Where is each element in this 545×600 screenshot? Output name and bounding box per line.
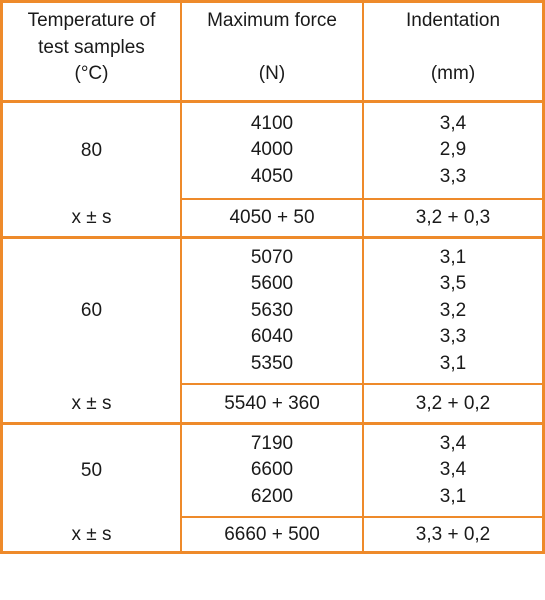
indentation-value: 3,4 (439, 112, 467, 134)
summary-indentation-cell (364, 385, 542, 422)
temperature-cell (3, 239, 180, 383)
temperature-value: 50 (80, 459, 103, 481)
summary-label-cell (3, 385, 180, 422)
table-border-bottom (0, 551, 545, 554)
summary-label-cell (3, 200, 180, 236)
summary-indentation: 3,2 + 0,3 (415, 207, 491, 228)
force-value: 5600 (250, 273, 294, 295)
summary-indentation: 3,2 + 0,2 (415, 392, 491, 414)
force-values-cell (182, 425, 362, 516)
temperature-cell (3, 425, 180, 516)
force-value: 4000 (250, 139, 294, 161)
temperature-value: 80 (80, 139, 103, 161)
indentation-value: 3,3 (439, 326, 467, 348)
header-temperature-line-3: (°C) (74, 63, 109, 84)
force-value: 6200 (250, 485, 294, 507)
header-indentation-unit: (mm) (430, 63, 476, 84)
header-temperature-line-1: Temperature of (27, 10, 156, 31)
indentation-value: 2,9 (439, 139, 467, 161)
force-value: 6600 (250, 459, 294, 481)
summary-force: 6660 + 500 (224, 523, 320, 545)
force-value: 4050 (250, 165, 294, 187)
force-value: 7190 (250, 432, 294, 454)
indentation-values-cell (364, 425, 542, 516)
summary-label-cell (3, 518, 180, 551)
summary-indentation: 3,3 + 0,2 (415, 523, 491, 545)
indentation-values-cell (364, 239, 542, 383)
force-value: 5350 (250, 352, 294, 374)
header-force-unit: (N) (258, 63, 286, 84)
indentation-value: 3,1 (439, 485, 467, 507)
indentation-value: 3,1 (439, 352, 467, 374)
indentation-value: 3,3 (439, 165, 467, 187)
header-indentation (364, 3, 542, 100)
summary-force-cell (182, 518, 362, 551)
force-value: 4100 (250, 112, 294, 134)
header-force-line-1: Maximum force (207, 10, 337, 31)
force-value: 6040 (250, 326, 294, 348)
force-values-cell (182, 239, 362, 383)
indentation-value: 3,4 (439, 432, 467, 454)
header-maximum-force (182, 3, 362, 100)
header-temperature (3, 3, 180, 100)
indentation-value: 3,5 (439, 273, 467, 295)
indentation-value: 3,4 (439, 459, 467, 481)
force-value: 5070 (250, 246, 294, 268)
header-indentation-line-1: Indentation (405, 10, 501, 31)
summary-force: 5540 + 360 (224, 392, 320, 414)
force-value: 5630 (250, 299, 294, 321)
indentation-value: 3,1 (439, 246, 467, 268)
temperature-cell (3, 103, 180, 198)
summary-label: x ± s (71, 207, 112, 228)
temperature-value: 60 (80, 300, 103, 321)
summary-label: x ± s (71, 392, 112, 414)
summary-force: 4050 + 50 (229, 207, 315, 228)
indentation-values-cell (364, 103, 542, 198)
summary-force-cell (182, 385, 362, 422)
summary-force-cell (182, 200, 362, 236)
header-temperature-line-2: test samples (38, 36, 145, 58)
summary-label: x ± s (71, 523, 112, 545)
indentation-value: 3,2 (439, 299, 467, 321)
summary-indentation-cell (364, 200, 542, 236)
force-values-cell (182, 103, 362, 198)
summary-indentation-cell (364, 518, 542, 551)
